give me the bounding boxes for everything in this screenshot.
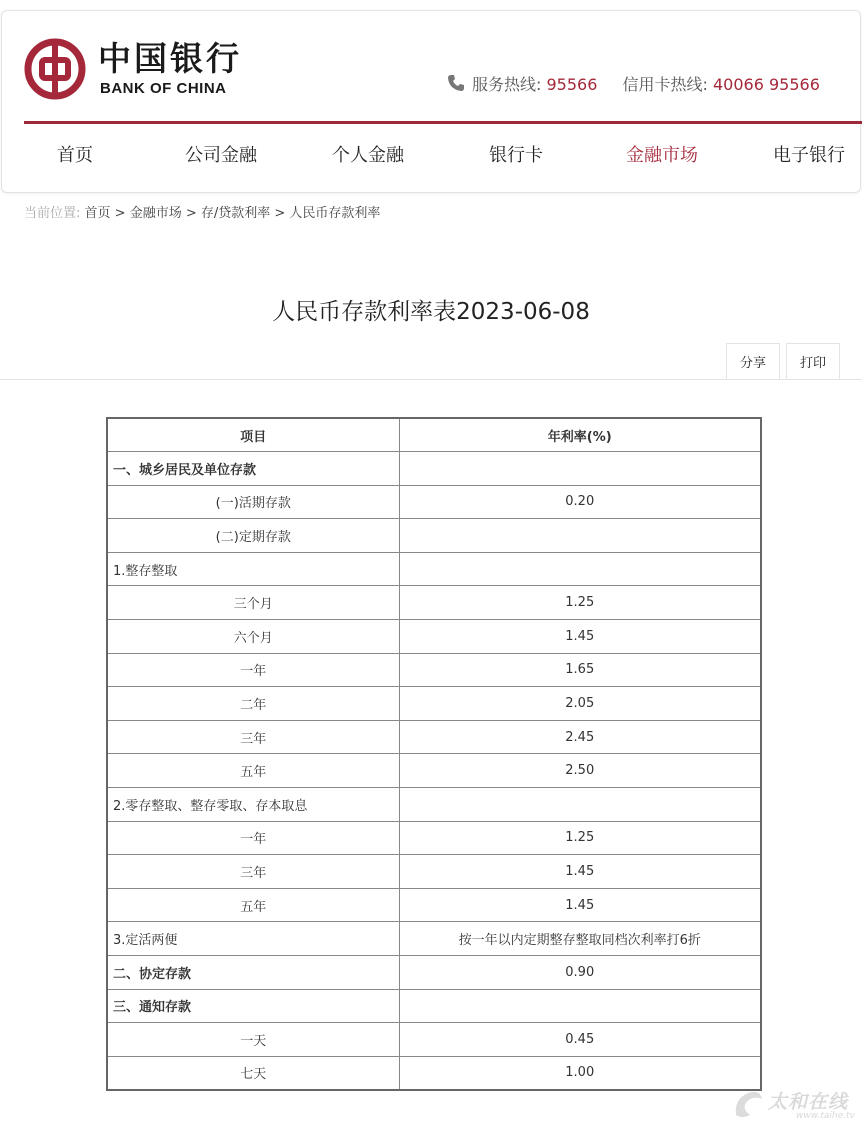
watermark-text: 太和在线 bbox=[768, 1091, 849, 1113]
breadcrumb-label: 当前位置: bbox=[24, 206, 81, 221]
row-rate bbox=[399, 788, 761, 822]
watermark-url: www.taihe.tv bbox=[796, 1111, 855, 1121]
row-item: 三年 bbox=[107, 855, 399, 889]
nav-item-corporate-banking[interactable]: 公司金融 bbox=[185, 145, 257, 166]
row-rate: 1.45 bbox=[399, 855, 761, 889]
table-row bbox=[107, 519, 761, 553]
row-rate bbox=[399, 552, 761, 586]
logo-english-name: BANK OF CHINA bbox=[100, 80, 227, 97]
table-row bbox=[107, 821, 761, 855]
column-header-item: 项目 bbox=[107, 418, 399, 452]
breadcrumb-path[interactable]: 首页 > 金融市场 > 存/贷款利率 > 人民币存款利率 bbox=[84, 206, 381, 221]
table-row bbox=[107, 687, 761, 721]
deposit-rate-table bbox=[106, 417, 762, 1091]
table-row bbox=[107, 552, 761, 586]
row-item: (二)定期存款 bbox=[107, 519, 399, 553]
row-item: 2.零存整取、整存零取、存本取息 bbox=[107, 788, 399, 822]
row-item: 二、协定存款 bbox=[107, 956, 399, 990]
table-row bbox=[107, 888, 761, 922]
row-item: 二年 bbox=[107, 687, 399, 721]
row-item: 一年 bbox=[107, 653, 399, 687]
main-nav bbox=[2, 141, 862, 171]
row-rate: 2.45 bbox=[399, 720, 761, 754]
hotline-bar bbox=[446, 72, 820, 95]
table-row bbox=[107, 452, 761, 486]
service-hotline-number[interactable]: 95566 bbox=[546, 75, 598, 94]
table-row bbox=[107, 855, 761, 889]
row-rate bbox=[399, 519, 761, 553]
nav-item-financial-markets[interactable]: 金融市场 bbox=[626, 145, 698, 166]
table-row bbox=[107, 989, 761, 1023]
row-rate: 1.25 bbox=[399, 821, 761, 855]
nav-item-bank-cards[interactable]: 银行卡 bbox=[489, 145, 543, 166]
row-rate bbox=[399, 452, 761, 486]
row-item: 三个月 bbox=[107, 586, 399, 620]
table-row bbox=[107, 720, 761, 754]
card-hotline-label: 信用卡热线: bbox=[622, 75, 708, 94]
bank-of-china-logo[interactable] bbox=[24, 38, 86, 100]
print-button[interactable]: 打印 bbox=[786, 343, 840, 379]
content-divider bbox=[0, 379, 862, 380]
table-row bbox=[107, 620, 761, 654]
watermark-logo-icon bbox=[730, 1087, 766, 1123]
row-item: 三年 bbox=[107, 720, 399, 754]
table-row bbox=[107, 653, 761, 687]
nav-item-home[interactable]: 首页 bbox=[57, 145, 93, 166]
row-item: 五年 bbox=[107, 754, 399, 788]
phone-icon bbox=[446, 73, 466, 93]
card-hotline-number[interactable]: 40066 95566 bbox=[713, 75, 820, 94]
share-button[interactable]: 分享 bbox=[726, 343, 780, 379]
row-rate: 1.65 bbox=[399, 653, 761, 687]
row-rate: 2.50 bbox=[399, 754, 761, 788]
row-item: 六个月 bbox=[107, 620, 399, 654]
table-row bbox=[107, 1056, 761, 1090]
row-rate: 0.90 bbox=[399, 956, 761, 990]
row-rate: 2.05 bbox=[399, 687, 761, 721]
nav-item-personal-banking[interactable]: 个人金融 bbox=[332, 145, 404, 166]
page-title: 人民币存款利率表2023-06-08 bbox=[272, 299, 590, 325]
row-rate: 1.45 bbox=[399, 888, 761, 922]
table-row bbox=[107, 586, 761, 620]
row-item: 一年 bbox=[107, 821, 399, 855]
header-divider bbox=[24, 121, 862, 124]
row-item: 一天 bbox=[107, 1023, 399, 1057]
row-item: 五年 bbox=[107, 888, 399, 922]
service-hotline-label: 服务热线: bbox=[472, 75, 542, 94]
table-row bbox=[107, 1023, 761, 1057]
logo-chinese-name: 中国银行 bbox=[98, 39, 242, 78]
row-item: 1.整存整取 bbox=[107, 552, 399, 586]
row-item: 七天 bbox=[107, 1056, 399, 1090]
row-item: 三、通知存款 bbox=[107, 989, 399, 1023]
row-rate: 0.45 bbox=[399, 1023, 761, 1057]
row-item: 一、城乡居民及单位存款 bbox=[107, 452, 399, 486]
row-item: (一)活期存款 bbox=[107, 485, 399, 519]
table-row bbox=[107, 956, 761, 990]
row-item: 3.定活两便 bbox=[107, 922, 399, 956]
site-header bbox=[1, 10, 861, 193]
row-rate: 1.25 bbox=[399, 586, 761, 620]
table-header-row bbox=[107, 418, 761, 452]
breadcrumb bbox=[24, 202, 380, 221]
table-row bbox=[107, 788, 761, 822]
table-row bbox=[107, 754, 761, 788]
column-header-rate: 年利率(%) bbox=[399, 418, 761, 452]
nav-item-e-banking[interactable]: 电子银行 bbox=[773, 145, 845, 166]
watermark bbox=[730, 1085, 855, 1125]
row-rate: 1.45 bbox=[399, 620, 761, 654]
table-row bbox=[107, 922, 761, 956]
table-row bbox=[107, 485, 761, 519]
row-rate: 按一年以内定期整存整取同档次利率打6折 bbox=[399, 922, 761, 956]
row-rate: 1.00 bbox=[399, 1056, 761, 1090]
row-rate: 0.20 bbox=[399, 485, 761, 519]
row-rate bbox=[399, 989, 761, 1023]
